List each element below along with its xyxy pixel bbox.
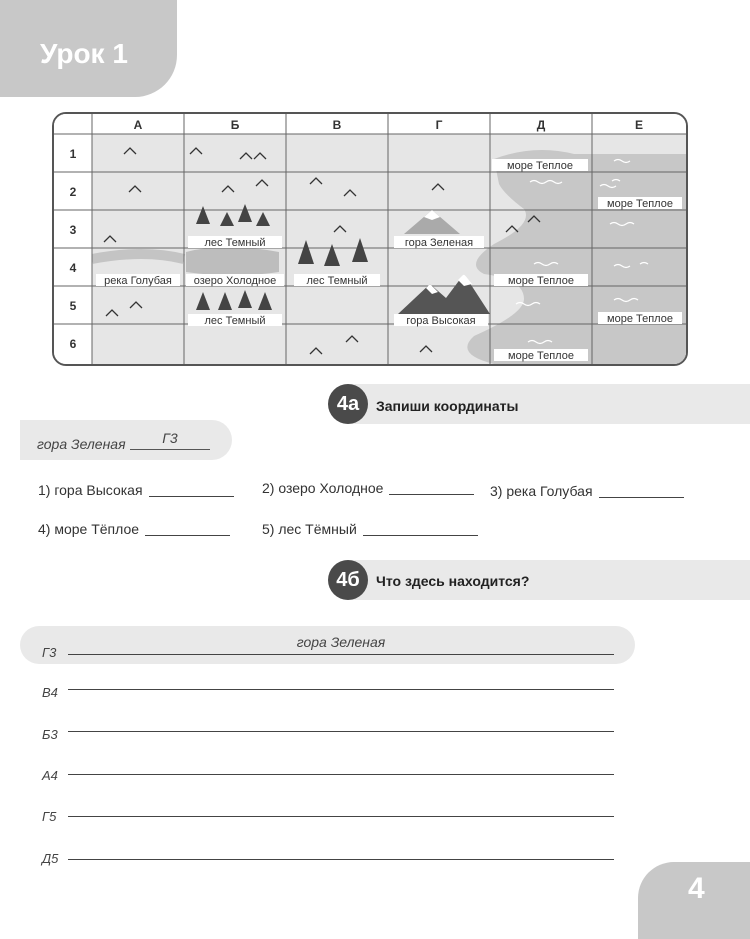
example-answer: Г3 (162, 430, 178, 446)
section-4b-badge: 4б (328, 560, 368, 600)
map-label: лес Темный (204, 237, 266, 249)
col-header: А (133, 118, 143, 132)
section-4a-title: Запиши координаты (376, 398, 519, 414)
col-header: Б (230, 118, 240, 132)
row-header: 5 (69, 299, 77, 313)
answer-blank[interactable] (389, 494, 474, 495)
row-label: Б3 (42, 727, 58, 742)
task-item: 2) озеро Холодное (262, 480, 474, 496)
task-item: 1) гора Высокая (38, 482, 234, 498)
map-grid (54, 114, 686, 364)
row-answer: гора Зеленая (296, 634, 386, 650)
col-header: Е (634, 118, 644, 132)
section-4b-title: Что здесь находится? (376, 573, 530, 589)
example-answer-line (130, 449, 210, 450)
answer-line[interactable] (68, 654, 614, 655)
lesson-title: Урок 1 (40, 38, 128, 69)
coordinate-map (52, 112, 688, 366)
page-number-tab (638, 862, 750, 939)
row-label: В4 (42, 685, 58, 700)
row-header: 3 (69, 223, 77, 237)
map-label: море Теплое (508, 350, 574, 362)
answer-line[interactable] (68, 816, 614, 817)
answer-blank[interactable] (599, 497, 684, 498)
row-label: Д5 (42, 851, 59, 866)
row-header: 1 (69, 147, 77, 161)
map-label: лес Темный (204, 315, 266, 327)
row-label: А4 (42, 768, 58, 783)
row-header: 2 (69, 185, 77, 199)
col-header: В (332, 118, 342, 132)
row-label: Г3 (42, 645, 57, 660)
page-number: 4 (688, 872, 705, 905)
map-label: гора Высокая (406, 315, 476, 327)
map-label: озеро Холодное (193, 275, 277, 287)
map-label: гора Зеленая (404, 237, 474, 249)
row-header: 4 (69, 261, 77, 275)
col-header: Г (435, 118, 443, 132)
map-label: море Теплое (508, 275, 574, 287)
answer-line[interactable] (68, 689, 614, 690)
map-label: море Теплое (507, 160, 573, 172)
map-label: река Голубая (104, 275, 172, 287)
answer-blank[interactable] (363, 535, 478, 536)
lesson-tab (0, 0, 177, 97)
answer-blank[interactable] (145, 535, 230, 536)
answer-line[interactable] (68, 731, 614, 732)
task-item: 5) лес Тёмный (262, 521, 478, 537)
task-item: 3) река Голубая (490, 483, 684, 499)
row-label: Г5 (42, 809, 57, 824)
map-label: лес Темный (306, 275, 368, 287)
row-header: 6 (69, 337, 77, 351)
map-label: море Теплое (607, 198, 673, 210)
answer-blank[interactable] (149, 496, 234, 497)
section-4a-badge: 4а (328, 384, 368, 424)
answer-line[interactable] (68, 774, 614, 775)
task-item: 4) море Тёплое (38, 521, 230, 537)
answer-line[interactable] (68, 859, 614, 860)
example-label: гора Зеленая (37, 436, 126, 452)
col-header: Д (536, 118, 546, 132)
map-label: море Теплое (607, 313, 673, 325)
